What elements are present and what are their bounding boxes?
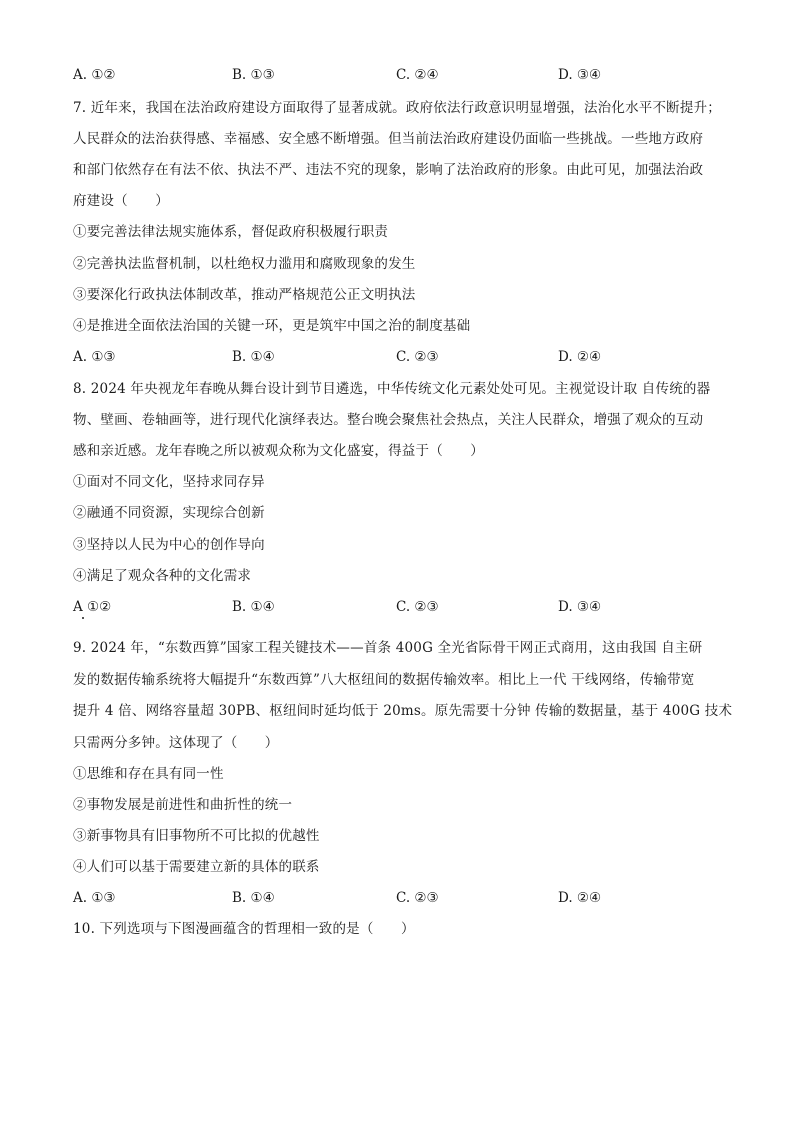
statement-item: ②融通不同资源，实现综合创新 <box>73 505 265 521</box>
statement-item: ①面对不同文化，坚持求同存异 <box>73 474 265 490</box>
question-stem-line: 人民群众的法治获得感、幸福感、安全感不断增强。但当前法治政府建设仍面临一些挑战。一些地方政府 <box>73 131 704 147</box>
option-c: C. ②③ <box>396 349 439 365</box>
option-b: B. ①③ <box>232 67 275 83</box>
question-stem-line: 提升 4 倍、网络容量超 30PB、枢纽间时延均低于 20ms。原先需要十分钟 传输的数据量，基于 400G 技术 <box>73 703 733 719</box>
statement-item: ②事物发展是前进性和曲折性的统一 <box>73 797 293 813</box>
option-b: B. ①④ <box>232 599 275 615</box>
option-a: A ①② <box>73 599 112 615</box>
question-stem-line: 只需两分多钟。这体现了（ ） <box>73 735 279 751</box>
option-b: B. ①④ <box>232 349 275 365</box>
statement-item: ③新事物具有旧事物所不可比拟的优越性 <box>73 828 320 844</box>
option-b: B. ①④ <box>232 890 275 906</box>
option-c: C. ②③ <box>396 599 439 615</box>
option-a: A. ①② <box>73 67 116 83</box>
statement-item: ③坚持以人民为中心的创作导向 <box>73 537 265 553</box>
option-c: C. ②④ <box>396 67 439 83</box>
statement-item: ④满足了观众各种的文化需求 <box>73 568 252 584</box>
statement-item: ④人们可以基于需要建立新的具体的联系 <box>73 859 320 875</box>
question-stem-line: 和部门依然存在有法不依、执法不严、违法不究的现象，影响了法治政府的形象。由此可见，加强法治政 <box>73 162 704 178</box>
statement-item: ④是推进全面依法治国的关键一环，更是筑牢中国之治的制度基础 <box>73 318 471 334</box>
statement-item: ②完善执法监督机制，以杜绝权力滥用和腐败现象的发生 <box>73 256 416 272</box>
scan-dot-mark <box>82 617 84 619</box>
statement-item: ①思维和存在具有同一性 <box>73 766 224 782</box>
option-d: D. ③④ <box>558 599 602 615</box>
statement-item: ③要深化行政执法体制改革，推动严格规范公正文明执法 <box>73 287 416 303</box>
option-a: A. ①③ <box>73 890 116 906</box>
question-stem-line: 发的数据传输系统将大幅提升“东数西算”八大枢纽间的数据传输效率。相比上一代 干线网络，传输带宽 <box>73 672 695 688</box>
question-stem-line: 7. 近年来，我国在法治政府建设方面取得了显著成就。政府依法行政意识明显增强，法治化水平不断提升； <box>73 100 721 116</box>
statement-item: ①要完善法律法规实施体系，督促政府积极履行职责 <box>73 224 389 240</box>
option-d: D. ②④ <box>558 890 602 906</box>
question-stem-line: 10. 下列选项与下图漫画蕴含的哲理相一致的是（ ） <box>73 921 415 937</box>
question-stem-line: 8. 2024 年央视龙年春晚从舞台设计到节目遴选，中华传统文化元素处处可见。主视觉设计取 自传统的器 <box>73 381 711 397</box>
question-stem-line: 感和亲近感。龙年春晚之所以被观众称为文化盛宴，得益于（ ） <box>73 443 484 459</box>
question-stem-line: 府建设（ ） <box>73 193 169 209</box>
question-stem-line: 物、壁画、卷轴画等，进行现代化演绎表达。整台晚会聚焦社会热点，关注人民群众，增强了观众的互动 <box>73 412 704 428</box>
option-c: C. ②③ <box>396 890 439 906</box>
question-stem-line: 9. 2024 年，“东数西算”国家工程关键技术——首条 400G 全光省际骨干网正式商用，这由我国 自主研 <box>73 640 703 656</box>
option-d: D. ③④ <box>558 67 602 83</box>
option-d: D. ②④ <box>558 349 602 365</box>
option-a: A. ①③ <box>73 349 116 365</box>
